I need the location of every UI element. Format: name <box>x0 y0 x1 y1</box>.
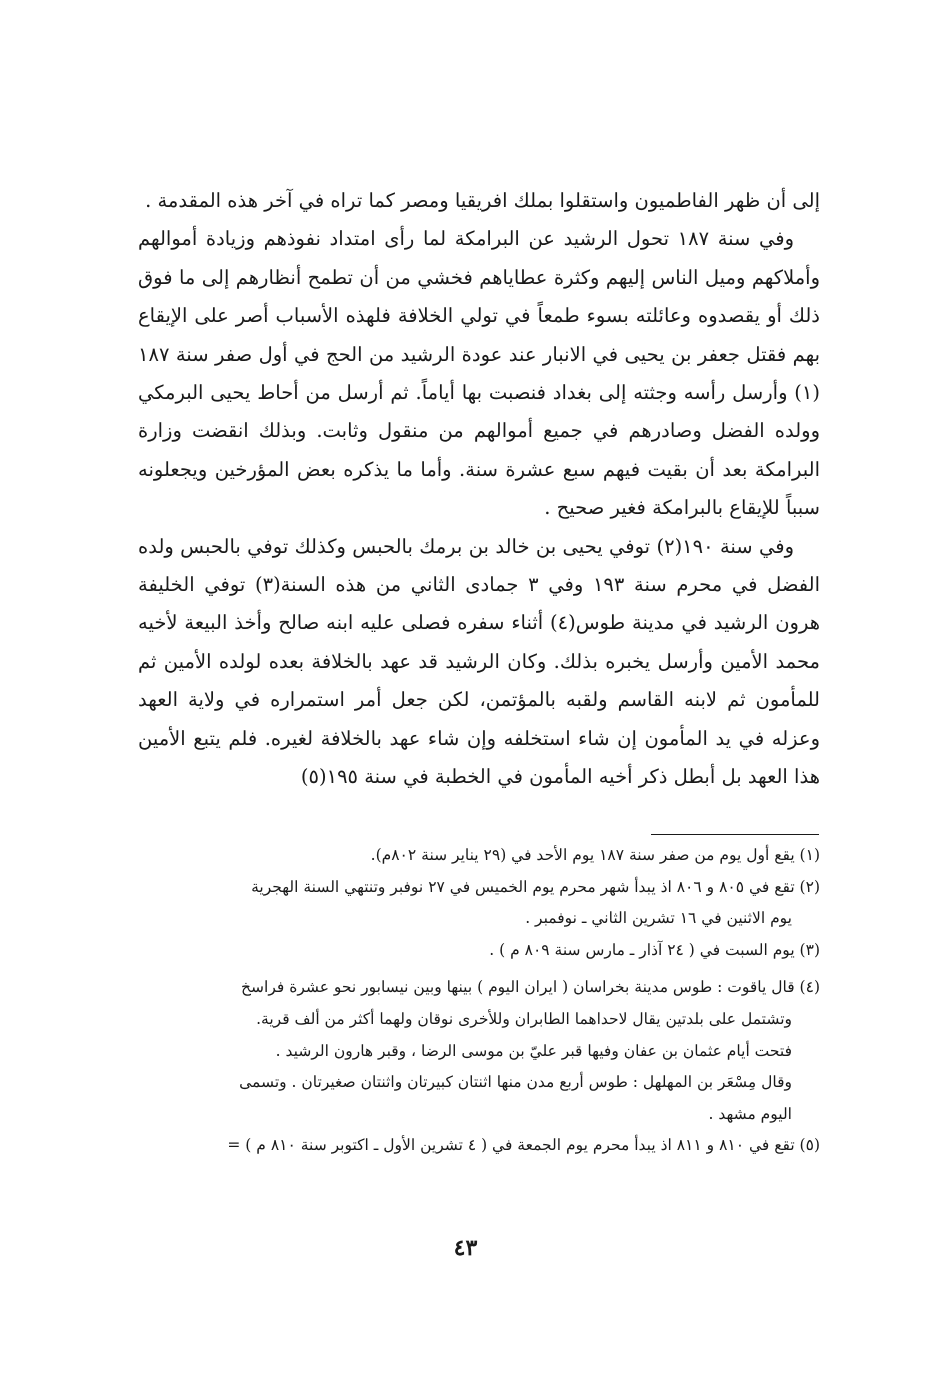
page-number: ٤٣ <box>453 1235 478 1261</box>
footnote-separator <box>651 834 819 835</box>
footnote-2-line-1: (٢) تقع في ٨٠٥ و ٨٠٦ اذ يبدأ شهر محرم يوم الخميس في ٢٧ نوفبر وتنتهي السنة الهجرية <box>251 877 820 896</box>
footnotes <box>140 840 820 1162</box>
footnote-4-line-3: فتحت أيام عثمان بن عفان وفيها قبر عليّ بن موسى الرضا ، وقبر هارون الرشيد . <box>275 1041 792 1060</box>
paragraph-2: وفي سنة ١٨٧ تحول الرشيد عن البرامكة لما رأى امتداد نفوذهم وزيادة أموالهم وأملاكهم وميل الناس إليهم وكثرة عطاياهم فخشي من أن تطمح أنظارهم إلى ما فوق ذلك أو يقصدوه وعائلته بسوء طمعاً في تولي الخلافة فلهذه الأسباب أصر على الإيقاع بهم فقتل جعفر بن يحيى في الانبار عند عودة الرشيد من الحج في أول صفر سنة ١٨٧ (١) وأرسل رأسه وجثته إلى بغداد فنصبت بها أياماً. ثم أرسل من أحاط يحيى البرمكي وولده الفضل وصادرهم في جميع أموالهم من منقول وثابت. وبذلك انقضت وزارة البرامكة بعد أن بقيت فيهم سبع عشرة سنة. وأما ما يذكره بعض المؤرخين ويجعلونه سبباً للإيقاع بالبرامكة فغير صحيح . <box>138 227 820 520</box>
footnote-1: (١) يقع أول يوم من صفر سنة ١٨٧ يوم الأحد في (٢٩ يناير سنة ٨٠٢م). <box>370 846 820 864</box>
footnote-3: (٣) يوم السبت في ( ٢٤ آذار ـ مارس سنة ٨٠٩ م ) . <box>489 940 820 959</box>
paragraph-1: إلى أن ظهر الفاطميون واستقلوا بملك افريقيا ومصر كما تراه في آخر هذه المقدمة . <box>145 189 820 212</box>
footnote-5: (٥) تقع في ٨١٠ و ٨١١ اذ يبدأ محرم يوم الجمعة في ( ٤ تشرين الأول ـ اكتوبر سنة ٨١٠ م ) = <box>227 1136 820 1155</box>
main-text <box>138 182 820 797</box>
footnote-2 <box>140 872 820 935</box>
footnote-2-line-2: يوم الاثنين في ١٦ تشرين الثاني ـ نوفمبر . <box>525 909 792 928</box>
footnote-4-line-5: اليوم مشهد . <box>708 1104 792 1123</box>
paragraph-3: وفي سنة ١٩٠(٢) توفي يحيى بن خالد بن برمك بالحبس وكذلك توفي بالحبس ولده الفضل في محرم سنة ١٩٣ وفي ٣ جمادى الثاني من هذه السنة(٣) توفي الخليفة هرون الرشيد في مدينة طوس(٤) أثناء سفره فصلى عليه ابنه صالح وأخذ البيعة لأخيه محمد الأمين وأرسل يخبره بذلك. وكان الرشيد قد عهد بالخلافة بعده لولده الأمين ثم للمأمون ثم لابنه القاسم ولقبه بالمؤتمن، لكن جعل أمر استمراره في ولاية العهد وعزله في يد المأمون إن شاء استخلفه وإن شاء عهد بالخلافة لغيره. فلم يتبع الأمين هذا العهد بل أبطل ذكر أخيه المأمون في الخطبة في سنة ١٩٥(٥) <box>138 534 820 789</box>
footnote-4 <box>140 972 820 1130</box>
footnote-4-line-4: وقال مِسْعَر بن المهلهل : طوس أربع مدن منها اثنتان كبيرتان واثنتان صغيرتان . وتسمى <box>239 1073 792 1092</box>
footnote-4-line-2: وتشتمل على بلدتين يقال لاحداهما الطابران وللأخرى نوقان ولهما أكثر من ألف قرية. <box>256 1009 792 1028</box>
footnote-4-line-1: (٤) قال ياقوت : طوس مدينة بخراسان ( ايران اليوم ) بينها وبين نيسابور نحو عشرة فراسخ <box>241 978 820 997</box>
